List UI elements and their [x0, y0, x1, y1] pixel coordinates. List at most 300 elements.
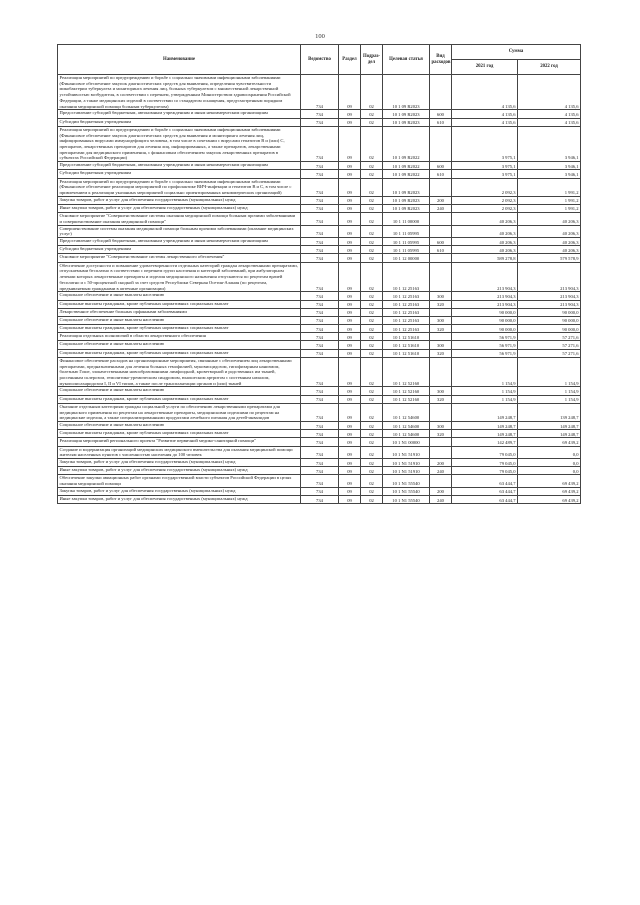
cell-name: Социальные выплаты гражданам, кроме публичных нормативных социальных выплат: [58, 395, 301, 403]
cell-ministry: 734: [301, 349, 339, 357]
cell-subsection: 02: [361, 459, 383, 467]
cell-target: 10 1 09 R2023: [383, 204, 430, 212]
cell-section: 09: [339, 475, 361, 487]
cell-target: 10 1 12 25163: [383, 316, 430, 324]
table-row: [58, 341, 581, 349]
cell-sum-2022: 90 000,0: [518, 316, 581, 324]
cell-ministry: 734: [301, 325, 339, 333]
cell-expense-type: [430, 438, 452, 446]
cell-subsection: 02: [361, 438, 383, 446]
table-row: [58, 487, 581, 495]
cell-subsection: 02: [361, 387, 383, 395]
cell-section: 09: [339, 118, 361, 126]
cell-name: Основное мероприятие "Совершенствование системы лекарственного обеспечения": [58, 254, 301, 262]
cell-sum-2021: 589 278,8: [452, 254, 518, 262]
cell-sum-2022: 57 271,6: [518, 349, 581, 357]
cell-sum-2022: 69 439,2: [518, 475, 581, 487]
cell-expense-type: 200: [430, 487, 452, 495]
cell-target: 10 1 09 R2023: [383, 75, 430, 110]
cell-section: 09: [339, 459, 361, 467]
cell-subsection: 02: [361, 110, 383, 118]
cell-name: Субсидии бюджетным учреждениям: [58, 118, 301, 126]
cell-sum-2022: 57 271,6: [518, 341, 581, 349]
cell-expense-type: 300: [430, 316, 452, 324]
cell-name: Основное мероприятие "Совершенствование системы оказания медицинской помощи больным прочими заболеваниями и совершенствование оказания медицинской помощи": [58, 213, 301, 225]
cell-expense-type: [430, 262, 452, 292]
cell-subsection: 02: [361, 341, 383, 349]
cell-expense-type: 320: [430, 430, 452, 438]
cell-section: 09: [339, 170, 361, 178]
cell-sum-2022: 90 000,0: [518, 308, 581, 316]
cell-ministry: 734: [301, 333, 339, 341]
table-header: [58, 45, 581, 75]
cell-target: 10 1 11 05995: [383, 246, 430, 254]
cell-sum-2022: 3 946,1: [518, 126, 581, 161]
cell-subsection: 02: [361, 333, 383, 341]
cell-sum-2021: 2 092,3: [452, 178, 518, 196]
cell-ministry: 734: [301, 387, 339, 395]
cell-subsection: 02: [361, 403, 383, 421]
cell-name: Социальные выплаты гражданам, кроме публичных нормативных социальных выплат: [58, 430, 301, 438]
cell-section: 09: [339, 496, 361, 504]
cell-sum-2021: 213 904,3: [452, 300, 518, 308]
cell-subsection: 02: [361, 126, 383, 161]
cell-sum-2022: 40 206,3: [518, 225, 581, 237]
cell-target: 10 1 11 00000: [383, 213, 430, 225]
cell-expense-type: [430, 308, 452, 316]
cell-name: Субсидии бюджетным учреждениям: [58, 246, 301, 254]
table-row: [58, 387, 581, 395]
cell-target: 10 1 12 25163: [383, 308, 430, 316]
cell-sum-2022: 1 991,2: [518, 204, 581, 212]
header-expense-type: Вид расходов: [430, 45, 452, 75]
table-row: [58, 126, 581, 161]
cell-sum-2022: 69 439,2: [518, 496, 581, 504]
cell-name: Закупка товаров, работ и услуг для обеспечения государственных (муниципальных) нужд: [58, 459, 301, 467]
cell-section: 09: [339, 300, 361, 308]
cell-target: 10 1 12 51610: [383, 341, 430, 349]
cell-subsection: 02: [361, 395, 383, 403]
cell-target: 10 1 N1 51910: [383, 467, 430, 475]
cell-name: Финансовое обеспечение расходов на организационные мероприятия, связанные с обеспечением лиц лекарственными препаратами, предназначенными для лечения больных гемофилией, муковисцидозом, гипофизарным нанизмом, болезнью Гоше, злокачественными новообразованиями лимфоидной, кроветворной и родственных им тканей, рассеянным склерозом, гемолитико-уремическим синдромом, юношеским артритом с системным началом, мукополисахаридозом I, II и VI типов, а также после трансплантации органов и (или) тканей: [58, 357, 301, 387]
cell-sum-2021: 56 971,9: [452, 333, 518, 341]
cell-section: 09: [339, 238, 361, 246]
cell-ministry: 734: [301, 213, 339, 225]
table-row: [58, 316, 581, 324]
cell-sum-2021: 40 206,3: [452, 225, 518, 237]
cell-expense-type: 600: [430, 162, 452, 170]
cell-target: 10 1 11 05995: [383, 238, 430, 246]
cell-section: 09: [339, 487, 361, 495]
cell-expense-type: 300: [430, 292, 452, 300]
table-row: [58, 238, 581, 246]
cell-sum-2022: 1 154,9: [518, 387, 581, 395]
cell-subsection: 02: [361, 225, 383, 237]
cell-expense-type: 610: [430, 118, 452, 126]
cell-subsection: 02: [361, 204, 383, 212]
header-name: Наименование: [58, 45, 301, 75]
cell-sum-2022: 1 991,2: [518, 196, 581, 204]
cell-name: Иные закупки товаров, работ и услуг для обеспечения государственных (муниципальных) нужд: [58, 204, 301, 212]
cell-name: Социальное обеспечение и иные выплаты населению: [58, 292, 301, 300]
cell-section: 09: [339, 196, 361, 204]
cell-sum-2022: 40 206,3: [518, 238, 581, 246]
cell-target: 10 1 N1 55540: [383, 496, 430, 504]
cell-section: 09: [339, 254, 361, 262]
cell-ministry: 734: [301, 204, 339, 212]
cell-name: Лекарственное обеспечение больных орфанными заболеваниями: [58, 308, 301, 316]
cell-subsection: 02: [361, 292, 383, 300]
cell-sum-2022: 1 154,9: [518, 357, 581, 387]
table-row: [58, 262, 581, 292]
table-row: [58, 162, 581, 170]
cell-ministry: 734: [301, 403, 339, 421]
cell-ministry: 734: [301, 422, 339, 430]
cell-section: 09: [339, 178, 361, 196]
cell-sum-2021: 213 904,3: [452, 292, 518, 300]
cell-ministry: 734: [301, 316, 339, 324]
table-row: [58, 438, 581, 446]
cell-sum-2021: 4 135,6: [452, 75, 518, 110]
table-row: [58, 292, 581, 300]
table-row: [58, 467, 581, 475]
cell-sum-2022: 579 578,9: [518, 254, 581, 262]
cell-subsection: 02: [361, 75, 383, 110]
header-section: Раздел: [339, 45, 361, 75]
cell-ministry: 734: [301, 178, 339, 196]
cell-ministry: 734: [301, 300, 339, 308]
table-row: [58, 446, 581, 458]
cell-target: 10 1 12 25163: [383, 292, 430, 300]
cell-section: 09: [339, 467, 361, 475]
cell-expense-type: 610: [430, 246, 452, 254]
cell-section: 09: [339, 349, 361, 357]
cell-expense-type: 320: [430, 395, 452, 403]
table-row: [58, 308, 581, 316]
cell-name: Оказание отдельным категориям граждан социальной услуги по обеспечению лекарственными препаратами для медицинского применения по рецептам на лекарственные препараты, медицинскими изделиями по рецептам на медицинские изделия, а также специализированными продуктами лечебного питания для детей-инвалидов: [58, 403, 301, 421]
cell-name: Субсидии бюджетным учреждениям: [58, 170, 301, 178]
cell-sum-2021: 40 206,3: [452, 246, 518, 254]
cell-subsection: 02: [361, 254, 383, 262]
cell-expense-type: 200: [430, 196, 452, 204]
cell-expense-type: [430, 178, 452, 196]
cell-section: 09: [339, 213, 361, 225]
table-row: [58, 333, 581, 341]
cell-subsection: 02: [361, 467, 383, 475]
cell-subsection: 02: [361, 262, 383, 292]
cell-name: Предоставление субсидий бюджетным, автономным учреждениям и иным некоммерческим организациям: [58, 110, 301, 118]
cell-section: 09: [339, 422, 361, 430]
header-target: Целевая статья: [383, 45, 430, 75]
budget-table: [57, 44, 581, 504]
cell-sum-2022: 3 946,1: [518, 162, 581, 170]
cell-sum-2021: 90 000,0: [452, 316, 518, 324]
cell-sum-2021: 4 135,6: [452, 110, 518, 118]
cell-ministry: 734: [301, 487, 339, 495]
cell-section: 09: [339, 308, 361, 316]
cell-target: 10 1 09 R2023: [383, 110, 430, 118]
table-body: [58, 75, 581, 504]
cell-name: Совершенствование системы оказания медицинской помощи больным прочими заболеваниями (оказание медицинских услуг): [58, 225, 301, 237]
cell-target: 10 1 12 00000: [383, 254, 430, 262]
cell-section: 09: [339, 341, 361, 349]
table-row: [58, 75, 581, 110]
table-row: [58, 325, 581, 333]
cell-name: Реализация мероприятий по предупреждению и борьбе с социально значимыми инфекционными заболеваниями (Финансовое обеспечение закупок диагностических средств для выявления и мониторинга лечения лиц, инфицированных вирусами иммунодефицита человека, в том числе в сочетании с вирусами гепатитов В и (или) С, препаратов, лекарственных препаратов для лечения лиц, инфицированных, а также препаратов, лекарственными препаратами для медицинского применения, с финансовым обеспечением закупок лекарственных препаратов в субъектах Российской Федерации): [58, 126, 301, 161]
cell-target: 10 1 09 R2022: [383, 162, 430, 170]
cell-sum-2021: 149 248,7: [452, 430, 518, 438]
cell-ministry: 734: [301, 162, 339, 170]
cell-expense-type: [430, 126, 452, 161]
cell-ministry: 734: [301, 430, 339, 438]
cell-sum-2022: 139 248,7: [518, 403, 581, 421]
cell-sum-2022: 57 271,6: [518, 333, 581, 341]
cell-section: 09: [339, 110, 361, 118]
cell-target: 10 1 N1 51910: [383, 459, 430, 467]
cell-sum-2022: 4 135,6: [518, 75, 581, 110]
cell-subsection: 02: [361, 349, 383, 357]
cell-sum-2021: 3 975,1: [452, 170, 518, 178]
cell-sum-2021: 90 000,0: [452, 308, 518, 316]
cell-target: 10 1 12 54600: [383, 403, 430, 421]
cell-sum-2022: 69 439,2: [518, 487, 581, 495]
table-row: [58, 110, 581, 118]
cell-subsection: 02: [361, 422, 383, 430]
cell-name: Реализация мероприятий по предупреждению и борьбе с социально значимыми инфекционными заболеваниями (Финансовое обеспечение закупок диагностических средств для выявления, определения чувствительности микобактерии туберкулеза и мониторинга лечения лиц, больных туберкулезом с множественной лекарственной устойчивостью возбудителя, в соответствии с перечнем, утвержденным Министерством здравоохранения Российской Федерации, а также медицинских изделий в соответствии со стандартом оснащения, предусмотренным порядком оказания медицинской помощи больным туберкулезом): [58, 75, 301, 110]
cell-section: 09: [339, 333, 361, 341]
cell-section: 09: [339, 446, 361, 458]
cell-name: Иные закупки товаров, работ и услуг для обеспечения государственных (муниципальных) нужд: [58, 467, 301, 475]
cell-sum-2022: 0,0: [518, 467, 581, 475]
cell-sum-2022: 4 135,6: [518, 118, 581, 126]
table-row: [58, 349, 581, 357]
cell-name: Социальное обеспечение и иные выплаты населению: [58, 422, 301, 430]
cell-ministry: 734: [301, 308, 339, 316]
table-row: [58, 422, 581, 430]
cell-sum-2022: 0,0: [518, 446, 581, 458]
cell-sum-2021: 63 444,7: [452, 496, 518, 504]
cell-name: Реализация отдельных полномочий в области лекарственного обеспечения: [58, 333, 301, 341]
cell-subsection: 02: [361, 475, 383, 487]
table-row: [58, 475, 581, 487]
cell-subsection: 02: [361, 325, 383, 333]
cell-ministry: 734: [301, 467, 339, 475]
cell-sum-2021: 4 135,6: [452, 118, 518, 126]
cell-sum-2021: 142 489,7: [452, 438, 518, 446]
cell-expense-type: 320: [430, 349, 452, 357]
cell-sum-2022: 1 154,9: [518, 395, 581, 403]
cell-expense-type: 300: [430, 387, 452, 395]
cell-sum-2021: 40 206,3: [452, 213, 518, 225]
cell-sum-2021: 213 904,3: [452, 262, 518, 292]
cell-subsection: 02: [361, 238, 383, 246]
cell-name: Обеспечение доступности и повышение удовлетворенности отдельных категорий граждан лекарственными препаратами, отпускаемыми бесплатно в соответствии с перечнем групп населения и категорий заболеваний, при амбулаторном лечении которых лекарственные препараты и изделия медицинского назначения отпускаются по рецептам врачей бесплатно и с 50-процентной скидкой за счет средств Республики Северная Осетия-Алания (по рецептам, предъявляемым гражданами в аптечные организации): [58, 262, 301, 292]
cell-ministry: 734: [301, 292, 339, 300]
cell-sum-2021: 63 444,7: [452, 487, 518, 495]
cell-expense-type: 610: [430, 170, 452, 178]
cell-sum-2021: 90 000,0: [452, 325, 518, 333]
cell-subsection: 02: [361, 430, 383, 438]
cell-name: Социальные выплаты гражданам, кроме публичных нормативных социальных выплат: [58, 300, 301, 308]
cell-sum-2022: 90 000,0: [518, 325, 581, 333]
table-row: [58, 357, 581, 387]
cell-target: 10 1 12 52160: [383, 387, 430, 395]
cell-name: Социальные выплаты гражданам, кроме публичных нормативных социальных выплат: [58, 325, 301, 333]
cell-expense-type: 320: [430, 300, 452, 308]
cell-target: 10 1 12 25163: [383, 300, 430, 308]
cell-subsection: 02: [361, 446, 383, 458]
cell-ministry: 734: [301, 225, 339, 237]
table-row: [58, 196, 581, 204]
cell-section: 09: [339, 262, 361, 292]
cell-sum-2022: 1 991,2: [518, 178, 581, 196]
cell-target: 10 1 12 25163: [383, 262, 430, 292]
cell-expense-type: [430, 213, 452, 225]
table-row: [58, 254, 581, 262]
cell-subsection: 02: [361, 196, 383, 204]
cell-subsection: 02: [361, 487, 383, 495]
cell-section: 09: [339, 430, 361, 438]
cell-sum-2021: 56 971,9: [452, 341, 518, 349]
cell-subsection: 02: [361, 357, 383, 387]
cell-section: 09: [339, 225, 361, 237]
cell-sum-2021: 40 206,3: [452, 238, 518, 246]
cell-expense-type: [430, 403, 452, 421]
cell-expense-type: 300: [430, 422, 452, 430]
cell-target: 10 1 12 52160: [383, 357, 430, 387]
cell-ministry: 734: [301, 395, 339, 403]
cell-sum-2022: 149 248,7: [518, 430, 581, 438]
cell-section: 09: [339, 395, 361, 403]
cell-target: 10 1 12 54600: [383, 422, 430, 430]
cell-section: 09: [339, 246, 361, 254]
cell-name: Закупка товаров, работ и услуг для обеспечения государственных (муниципальных) нужд: [58, 487, 301, 495]
cell-sum-2022: 69 439,2: [518, 438, 581, 446]
cell-subsection: 02: [361, 162, 383, 170]
cell-target: 10 1 N1 55540: [383, 487, 430, 495]
cell-expense-type: 300: [430, 341, 452, 349]
cell-target: 10 1 09 R2023: [383, 196, 430, 204]
cell-sum-2021: 56 971,9: [452, 349, 518, 357]
cell-section: 09: [339, 126, 361, 161]
cell-section: 09: [339, 75, 361, 110]
cell-sum-2021: 3 975,1: [452, 162, 518, 170]
cell-ministry: 734: [301, 341, 339, 349]
cell-expense-type: [430, 225, 452, 237]
cell-section: 09: [339, 357, 361, 387]
table-row: [58, 395, 581, 403]
cell-target: 10 1 12 25163: [383, 325, 430, 333]
cell-name: Предоставление субсидий бюджетным, автономным учреждениям и иным некоммерческим организациям: [58, 162, 301, 170]
cell-sum-2021: 1 154,9: [452, 395, 518, 403]
cell-section: 09: [339, 204, 361, 212]
cell-sum-2021: 2 092,3: [452, 204, 518, 212]
cell-expense-type: 240: [430, 467, 452, 475]
cell-name: Создание и модернизация организаций медицинских медицинского вмешательства для оказания медицинской помощи жителям населенных пунктов с численностью населения до 100 человек: [58, 446, 301, 458]
cell-section: 09: [339, 387, 361, 395]
table-row: [58, 246, 581, 254]
cell-section: 09: [339, 316, 361, 324]
cell-ministry: 734: [301, 118, 339, 126]
table-row: [58, 170, 581, 178]
cell-ministry: 734: [301, 126, 339, 161]
header-year-2021: 2021 год: [452, 60, 518, 75]
table-row: [58, 300, 581, 308]
cell-subsection: 02: [361, 118, 383, 126]
cell-name: Социальное обеспечение и иные выплаты населению: [58, 341, 301, 349]
cell-ministry: 734: [301, 75, 339, 110]
cell-sum-2022: 40 206,3: [518, 246, 581, 254]
cell-ministry: 734: [301, 196, 339, 204]
cell-ministry: 734: [301, 357, 339, 387]
cell-target: 10 1 N1 55540: [383, 475, 430, 487]
cell-ministry: 734: [301, 110, 339, 118]
cell-subsection: 02: [361, 170, 383, 178]
cell-section: 09: [339, 325, 361, 333]
cell-sum-2022: 4 135,6: [518, 110, 581, 118]
cell-sum-2021: 79 045,0: [452, 467, 518, 475]
cell-target: 10 1 09 R2023: [383, 118, 430, 126]
cell-section: 09: [339, 403, 361, 421]
cell-sum-2022: 213 904,3: [518, 300, 581, 308]
cell-section: 09: [339, 292, 361, 300]
cell-target: 10 1 09 R2023: [383, 178, 430, 196]
cell-expense-type: 320: [430, 325, 452, 333]
cell-target: 10 1 12 54600: [383, 430, 430, 438]
cell-subsection: 02: [361, 178, 383, 196]
cell-subsection: 02: [361, 213, 383, 225]
cell-sum-2022: 213 904,3: [518, 262, 581, 292]
cell-name: Реализация мероприятий регионального проекта "Развитие первичной медико-санитарной помощи": [58, 438, 301, 446]
cell-ministry: 734: [301, 246, 339, 254]
header-year-2022: 2022 год: [518, 60, 581, 75]
cell-ministry: 734: [301, 459, 339, 467]
table-row: [58, 430, 581, 438]
cell-expense-type: 600: [430, 110, 452, 118]
cell-sum-2022: 3 946,1: [518, 170, 581, 178]
cell-ministry: 734: [301, 170, 339, 178]
cell-ministry: 734: [301, 475, 339, 487]
table-row: [58, 459, 581, 467]
cell-ministry: 734: [301, 238, 339, 246]
cell-expense-type: [430, 75, 452, 110]
cell-expense-type: [430, 475, 452, 487]
cell-sum-2021: 79 045,0: [452, 459, 518, 467]
table-row: [58, 225, 581, 237]
cell-target: 10 1 N1 51910: [383, 446, 430, 458]
cell-name: Иные закупки товаров, работ и услуг для обеспечения государственных (муниципальных) нужд: [58, 496, 301, 504]
table-row: [58, 204, 581, 212]
cell-name: Социальное обеспечение и иные выплаты населению: [58, 387, 301, 395]
cell-expense-type: 240: [430, 204, 452, 212]
cell-ministry: 734: [301, 496, 339, 504]
cell-sum-2021: 3 975,1: [452, 126, 518, 161]
cell-section: 09: [339, 162, 361, 170]
cell-target: 10 1 N1 00000: [383, 438, 430, 446]
cell-sum-2022: 0,0: [518, 459, 581, 467]
cell-subsection: 02: [361, 496, 383, 504]
table-row: [58, 118, 581, 126]
cell-subsection: 02: [361, 246, 383, 254]
header-subsection: Подраз-дел: [361, 45, 383, 75]
cell-target: 10 1 12 52160: [383, 395, 430, 403]
cell-name: Социальные выплаты гражданам, кроме публичных нормативных социальных выплат: [58, 349, 301, 357]
cell-section: 09: [339, 438, 361, 446]
cell-ministry: 734: [301, 254, 339, 262]
cell-expense-type: [430, 333, 452, 341]
table-row: [58, 213, 581, 225]
cell-expense-type: [430, 446, 452, 458]
